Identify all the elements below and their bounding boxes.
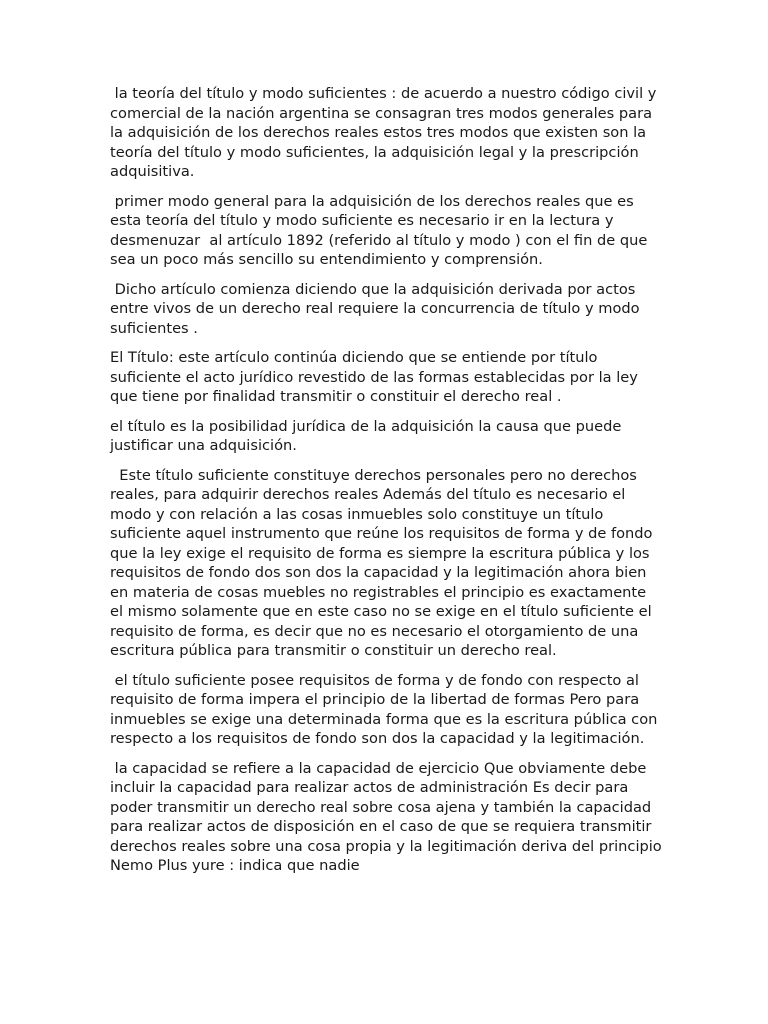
paragraph: Este título suficiente constituye derechos personales pero no derechos reales, para adquirir derechos reales Además del título es necesario el modo y con relación a las cosas inmuebles solo constituye un título suficiente aquel instrumento que reúne los requisitos de forma y de fondo que la ley exige el requisito de forma es siempre la escritura pública y los requisitos de fondo dos son dos la capacidad y la legitimación ahora bien en materia de cosas muebles no registrables el principio es exactamente el mismo solamente que en este caso no se exige en el título suficiente el requisito de forma, es decir que no es necesario el otorgamiento de una escritura pública para transmitir o constituir un derecho real. bbox=[110, 466, 658, 659]
paragraph: la capacidad se refiere a la capacidad de ejercicio Que obviamente debe incluir la capacidad para realizar actos de administración Es decir para poder transmitir un derecho real sobre cosa ajena y también la capacidad para realizar actos de disposición en el caso de que se requiera transmitir derechos reales sobre una cosa propia y la legitimación deriva del principio Nemo Plus yure : indica que nadie bbox=[110, 759, 667, 874]
paragraph: primer modo general para la adquisición de los derechos reales que es esta teoría del título y modo suficiente es necesario ir en la lectura y desmenuzar al artículo 1892 (referido al título y modo ) con el fin de que sea un poco más sencillo su entendimiento y comprensión. bbox=[110, 192, 653, 268]
paragraph: El Título: este artículo continúa diciendo que se entiende por título suficiente el acto jurídico revestido de las formas establecidas por la ley que tiene por finalidad transmitir o constituir el derecho real . bbox=[110, 349, 643, 405]
document-body bbox=[110, 84, 667, 886]
paragraph: el título es la posibilidad jurídica de la adquisición la causa que puede justificar una adquisición. bbox=[110, 417, 626, 454]
paragraph: el título suficiente posee requisitos de forma y de fondo con respecto al requisito de forma impera el principio de la libertad de formas Pero para inmuebles se exige una determinada forma que es la escritura pública con respecto a los requisitos de fondo son dos la capacidad y la legitimación. bbox=[110, 671, 663, 747]
paragraph: la teoría del título y modo suficientes : de acuerdo a nuestro código civil y comercial de la nación argentina se consagran tres modos generales para la adquisición de los derechos reales estos tres modos que existen son la teoría del título y modo suficientes, la adquisición legal y la prescripción adquisitiva. bbox=[110, 85, 662, 180]
paragraph: Dicho artículo comienza diciendo que la adquisición derivada por actos entre vivos de un derecho real requiere la concurrencia de título y modo suficientes . bbox=[110, 280, 645, 337]
